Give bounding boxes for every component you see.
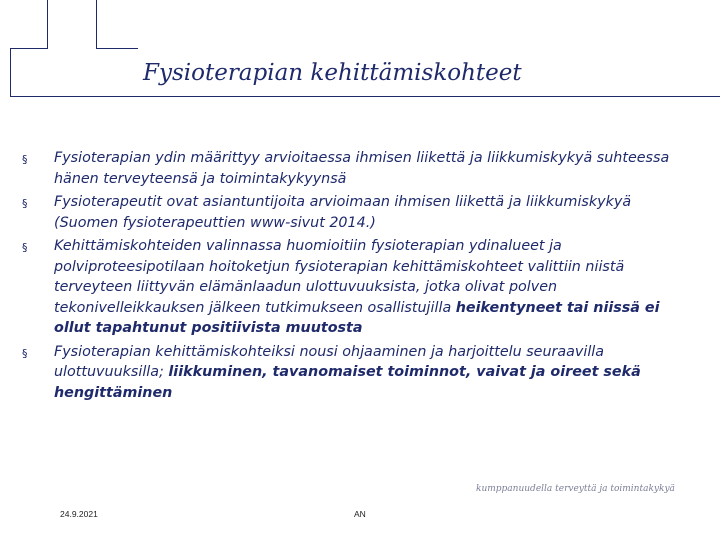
- footer-date: 24.9.2021: [60, 509, 98, 519]
- bullet-bold-text: liikkuminen, tavanomaiset toiminnot, vaivat ja oireet sekä hengittäminen: [54, 364, 641, 401]
- cross-outline-top-right-horizontal: [96, 48, 138, 49]
- bullet-item: [22, 192, 692, 233]
- slide-title: Fysioterapian kehittämiskohteet: [143, 60, 522, 86]
- bullet-list: [22, 148, 692, 406]
- cross-outline-left-vertical: [47, 0, 48, 48]
- cross-outline-far-left-vertical: [10, 48, 11, 97]
- cross-outline-bottom-horizontal: [10, 96, 720, 97]
- bullet-text: Fysioterapian kehittämiskohteiksi nousi ohjaaminen ja harjoittelu seuraavilla ulottuvuuksilla;: [54, 343, 605, 380]
- tagline: kumppanuudella terveyttä ja toimintakykyä: [476, 484, 675, 494]
- bullet-item: [22, 236, 692, 339]
- bullet-text: Kehittämiskohteiden valinnassa huomioitiin fysioterapian ydinalueet ja polviproteesipotilaan hoitoketjun fysioterapian kehittämiskohteet valittiin niistä terveyteen liittyvän elämänlaadun ulottuvuuksista, jotka olivat polven tekonivelleikkauksen jälkeen tutkimukseen osallistujilla: [54, 238, 625, 316]
- bullet-marker: §: [22, 241, 28, 254]
- bullet-text: Fysioterapeutit ovat asiantuntijoita arvioimaan ihmisen liikettä ja liikkumiskykyä (Suomen fysioterapeuttien www-sivut 2014.): [54, 194, 632, 231]
- bullet-text: Fysioterapian ydin määrittyy arvioitaessa ihmisen liikettä ja liikkumiskykyä suhteessa hänen terveyteensä ja toimintakykyynsä: [54, 150, 670, 187]
- bullet-marker: §: [22, 346, 28, 360]
- bullet-item: [22, 148, 692, 189]
- bullet-marker: §: [22, 197, 28, 210]
- bullet-item: [22, 342, 692, 404]
- cross-outline-top-left-horizontal: [10, 48, 48, 49]
- footer-author: AN: [354, 509, 366, 519]
- bullet-marker: §: [22, 153, 28, 166]
- bullet-bold-text: heikentyneet tai niissä ei ollut tapahtunut positiivista muutosta: [54, 299, 660, 336]
- cross-outline-right-vertical: [96, 0, 97, 48]
